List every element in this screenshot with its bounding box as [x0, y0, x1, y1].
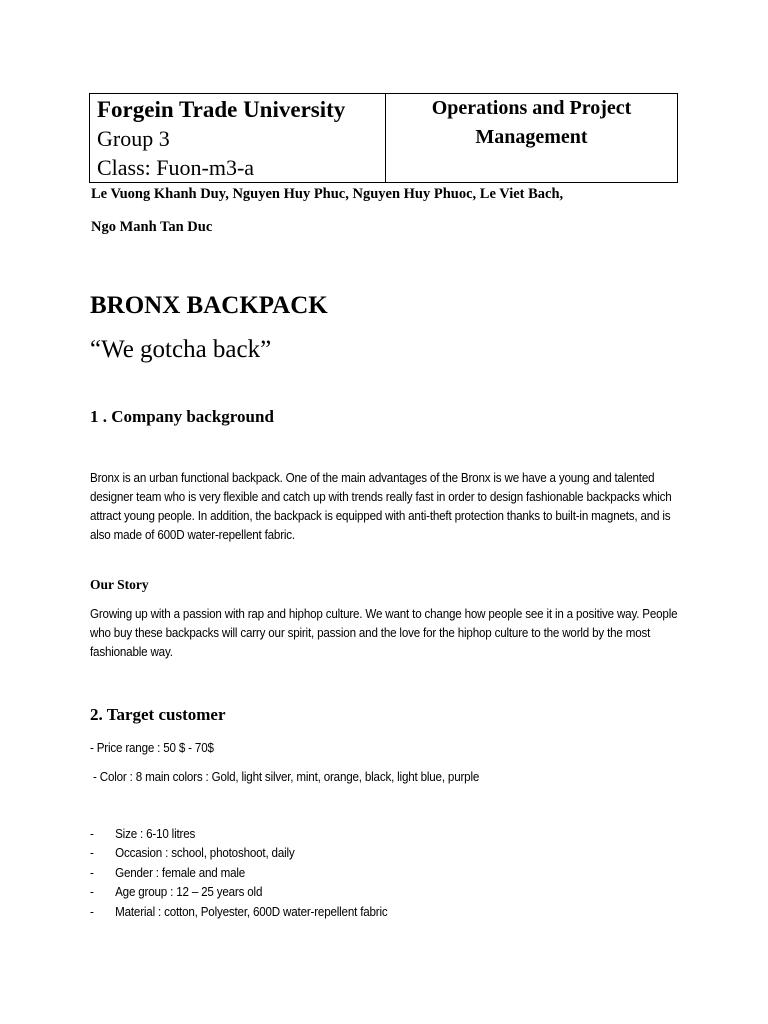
list-item: - Material : cotton, Polyester, 600D water-repellent fabric — [90, 903, 388, 922]
document-title: BRONX BACKPACK — [90, 292, 328, 319]
our-story-paragraph: Growing up with a passion with rap and hiphop culture. We want to change how people see it in a positive way. People who buy these backpacks will carry our spirit, passion and the love for the hiphop culture to the world by the most fashionable way. — [90, 607, 678, 659]
header-table — [89, 93, 678, 183]
list-item: - Occasion : school, photoshoot, daily — [90, 844, 388, 863]
list-item-occasion: Occasion : school, photoshoot, daily — [115, 846, 295, 861]
university-name: Forgein Trade University — [97, 97, 346, 122]
target-customer-list — [90, 825, 388, 922]
authors-line1: Le Vuong Khanh Duy, Nguyen Huy Phuc, Nguyen Huy Phuoc, Le Viet Bach, — [91, 186, 564, 202]
list-item: - Gender : female and male — [90, 864, 388, 883]
course-title-line1: Operations and Project — [431, 97, 632, 119]
price-range-line: - Price range : 50 $ - 70$ — [90, 741, 214, 755]
authors-line2: Ngo Manh Tan Duc — [91, 219, 213, 235]
slogan: “We gotcha back” — [90, 336, 272, 363]
section2-heading: 2. Target customer — [90, 705, 226, 724]
list-item: - Age group : 12 – 25 years old — [90, 883, 388, 902]
company-background-paragraph: Bronx is an urban functional backpack. One of the main advantages of the Bronx is we have a young and talented designer team who is very flexible and catch up with trends really fast in order to design fashionable backpacks which attract young people. In addition, the backpack is equipped with anti-theft protection thanks to built-in magnets, and is also made of 600D water-repellent fabric. — [90, 471, 672, 542]
class-label: Class: Fuon-m3-a — [97, 155, 255, 180]
color-line: - Color : 8 main colors : Gold, light silver, mint, orange, black, light blue, purple — [90, 770, 480, 784]
list-item: - Size : 6-10 litres — [90, 825, 388, 844]
list-item-gender: Gender : female and male — [115, 865, 246, 880]
header-left-cell — [90, 94, 386, 182]
our-story-heading: Our Story — [90, 577, 149, 592]
course-title-line2: Management — [475, 126, 588, 148]
section1-heading: 1 . Company background — [90, 407, 274, 426]
group-label: Group 3 — [97, 126, 170, 151]
list-item-age-group: Age group : 12 – 25 years old — [115, 885, 263, 900]
list-item-size: Size : 6-10 litres — [115, 827, 196, 841]
header-right-cell — [386, 94, 677, 182]
list-item-material: Material : cotton, Polyester, 600D water-repellent fabric — [115, 904, 388, 919]
